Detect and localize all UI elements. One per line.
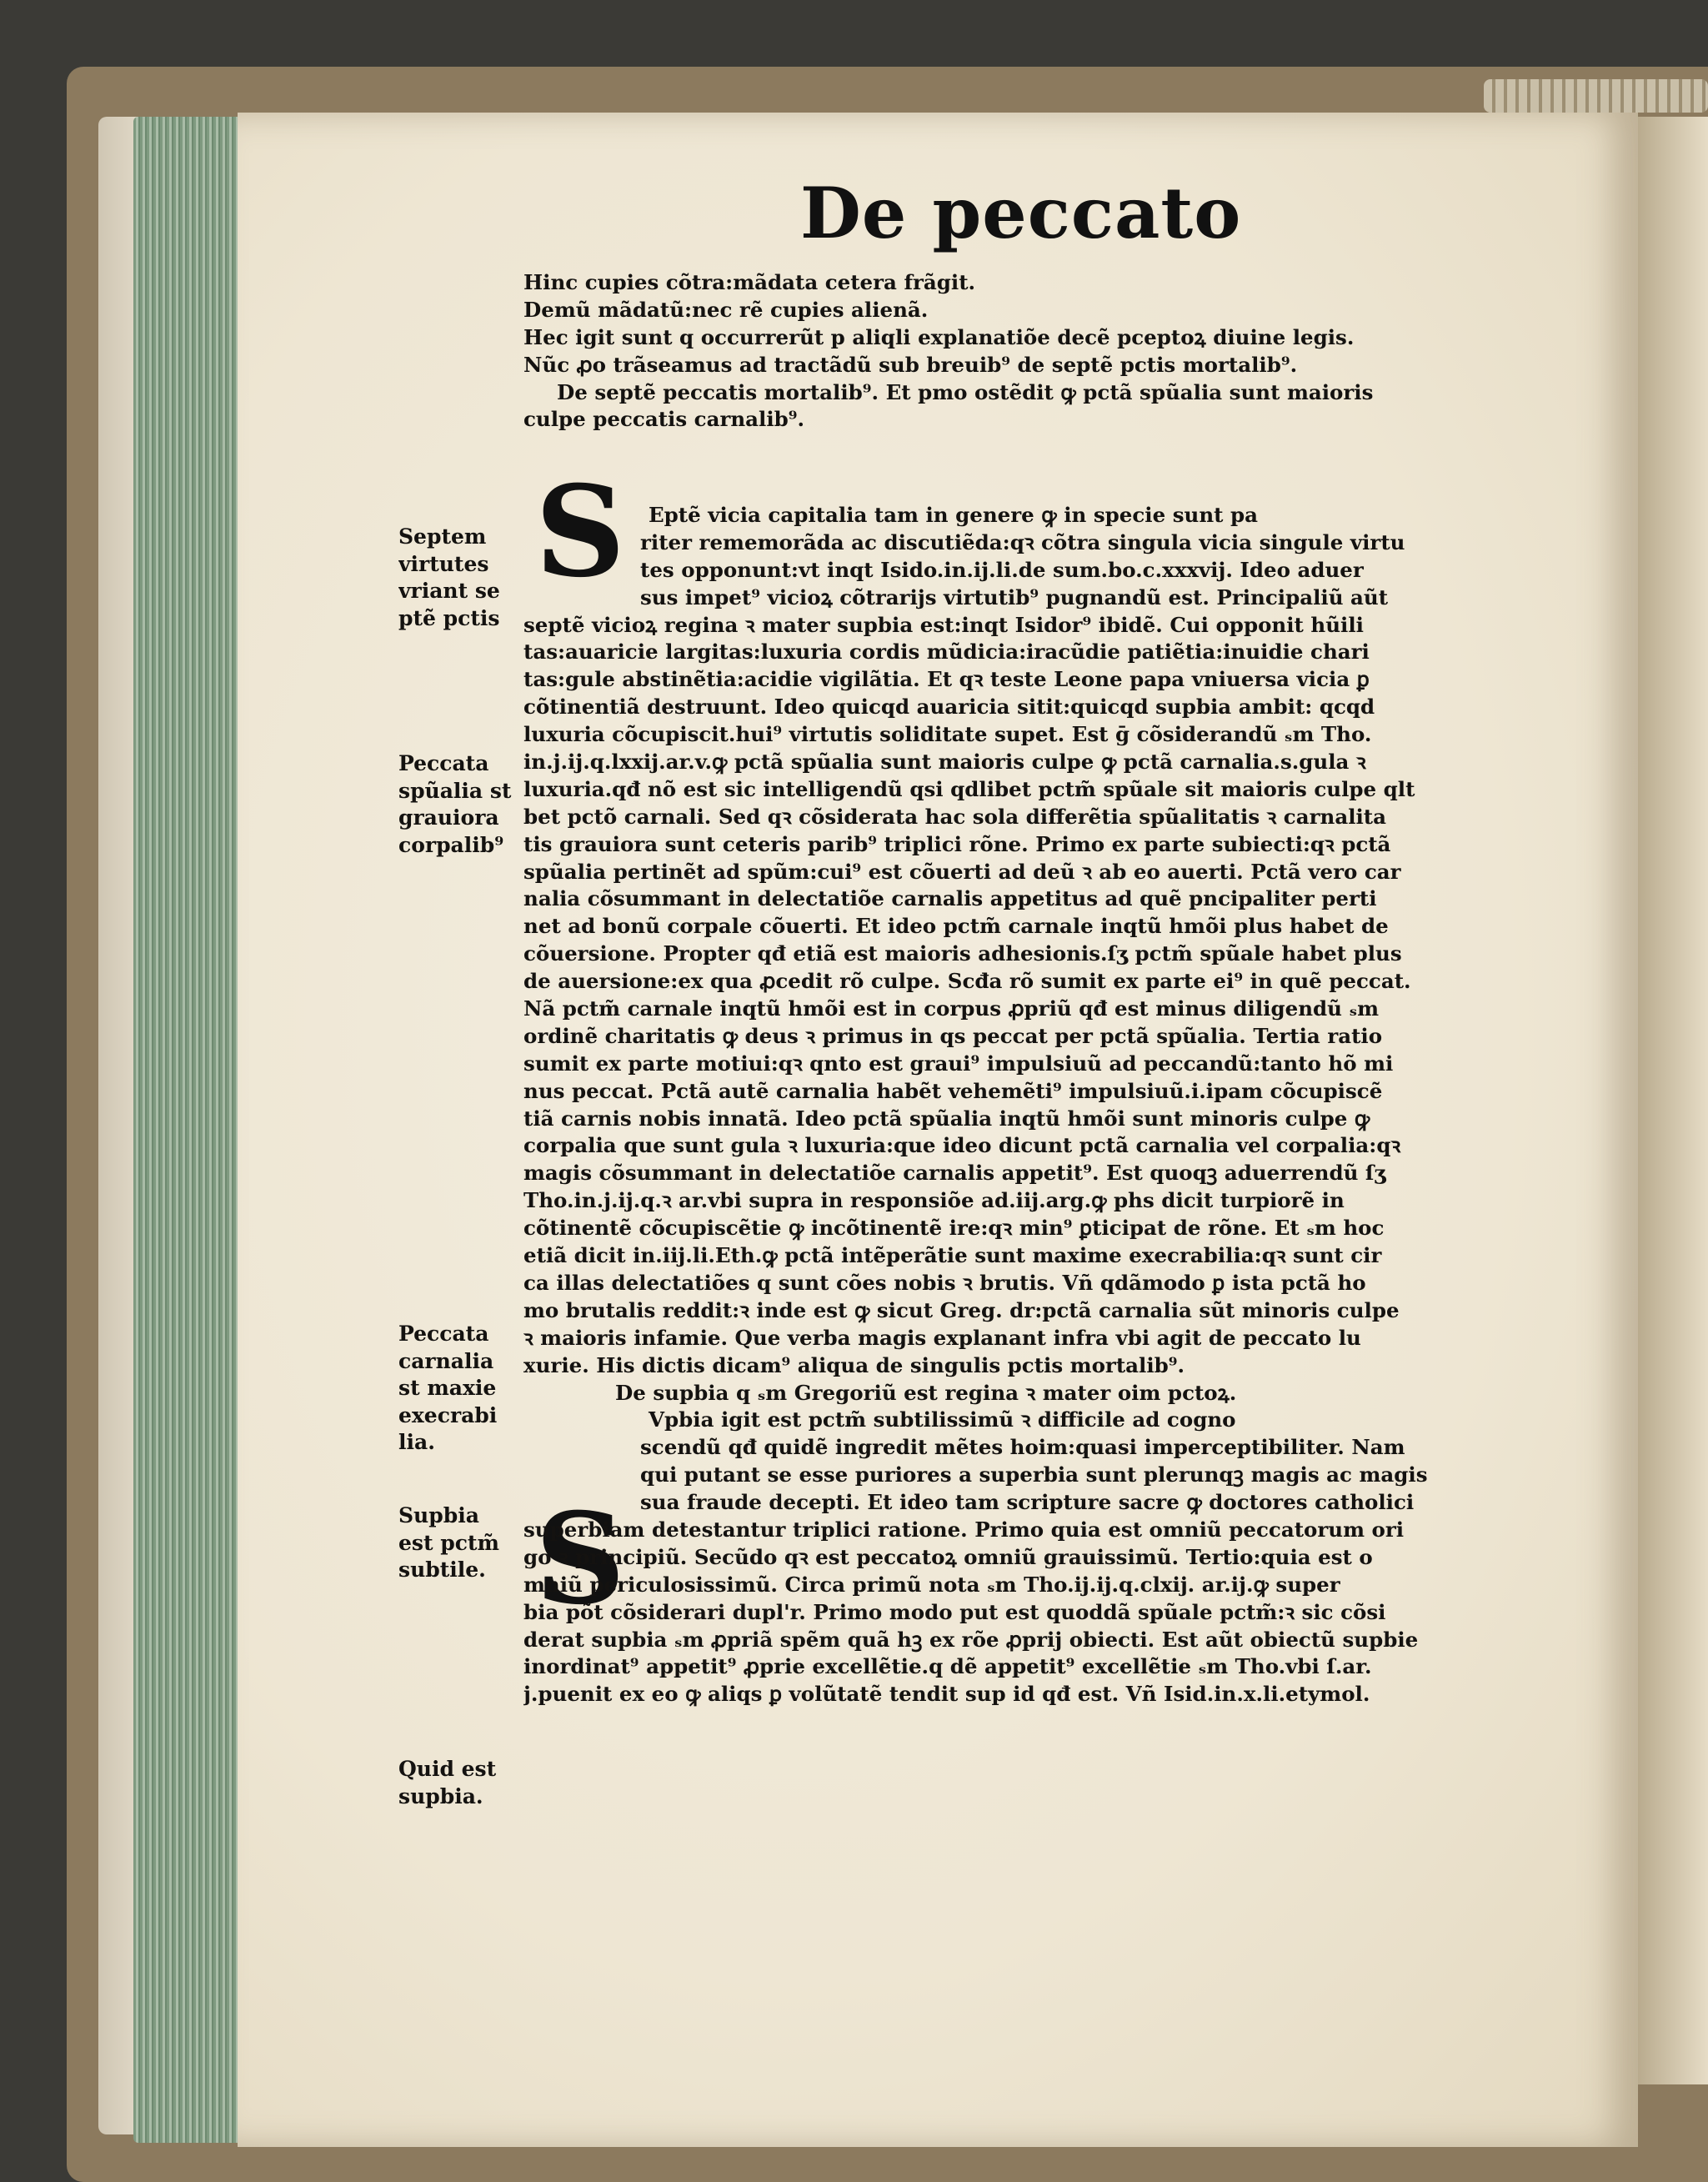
marginal-note-line: corpalib⁹ <box>398 832 504 857</box>
marginal-note-line: vriant se <box>398 579 500 603</box>
text-line: luxuria cõcupiscit.hui⁹ virtutis soliditate supet. Est ḡ cõsiderandũ ₛm Tho. <box>523 722 1372 747</box>
drop-capital: S <box>534 459 626 605</box>
text-line: etiã dicit in.iij.li.Eth.ꝙ pctã intẽperãtie sunt maxime execrabilia:qꝛ sunt cir <box>523 1243 1382 1268</box>
text-line <box>523 1708 1549 1736</box>
text-line: Hinc cupies cõtra:mãdata cetera frãgit. <box>523 270 976 294</box>
text-line: nalia cõsummant in delectatiõe carnalis appetitus ad quẽ pncipaliter perti <box>523 886 1377 911</box>
page-edges <box>133 117 242 2143</box>
binding-stitching <box>1484 79 1708 113</box>
text-line: go ꝛ principiũ. Secũdo qꝛ est peccatoꝝ omniũ grauissimũ. Tertio:quia est o <box>523 1544 1373 1569</box>
text-line: Nã pctm̃ carnale inqtũ hmõi est in corpus ꝓpriũ qđ est minus diligendũ ₛm <box>523 996 1380 1021</box>
text-line: magis cõsummant in delectatiõe carnalis appetit⁹. Est quoqꝫ aduerrendũ ſʒ <box>523 1161 1386 1186</box>
text-line: ordinẽ charitatis ꝙ deus ꝛ primus in qs peccat per pctã spũalia. Tertia ratio <box>523 1023 1383 1048</box>
text-line: sumit ex parte motiui:qꝛ qnto est graui⁹ impulsiuũ ad peccandũ:tanto hõ mi <box>523 1051 1394 1076</box>
text-line: j.puenit ex eo ꝙ aliqs ꝑ volũtatẽ tendit sup id qđ est. Vñ Isid.in.x.li.etymol. <box>523 1682 1370 1707</box>
text-line: sua fraude decepti. Et ideo tam scripture sacre ꝙ doctores catholici <box>640 1490 1415 1515</box>
text-line: inordinat⁹ appetit⁹ ꝓprie excellẽtie.q dẽ appetit⁹ excellẽtie ₛm Tho.vbi ſ.ar. <box>523 1654 1372 1679</box>
marginal-note <box>398 1321 528 1457</box>
marginal-note-line: supbia. <box>398 1783 483 1808</box>
text-line: tis grauiora sunt ceteris parib⁹ triplici rõne. Primo ex parte subiecti:qꝛ pctã <box>523 831 1391 856</box>
text-line: tas:auaricie largitas:luxuria cordis mũdicia:iracũdie patiẽtia:inuidie chari <box>523 640 1370 665</box>
text-line: cõuersione. Propter qđ etiã est maioris adhesionis.ſʒ pctm̃ spũale habet plus <box>523 941 1402 966</box>
text-line: derat supbia ₛm ꝓpriã spẽm quã hꝫ ex rõe ꝓprij obiecti. Est aũt obiectũ supbie <box>523 1627 1419 1652</box>
text-line: tiã carnis nobis innatã. Ideo pctã spũalia inqtũ hmõi sunt minoris culpe ꝙ <box>523 1106 1370 1131</box>
text-line: spũalia pertinẽt ad spũm:cui⁹ est cõuerti ad deũ ꝛ ab eo auerti. Pctã vero car <box>523 859 1401 884</box>
text-line: net ad bonũ corpale cõuerti. Et ideo pctm̃ carnale inqtũ hmõi plus habet de <box>523 914 1389 939</box>
text-line: sus impet⁹ vicioꝝ cõtrarijs virtutib⁹ pugnandũ est. Principaliũ aũt <box>640 584 1389 609</box>
section-heading-line: De supbia q ₛm Gregoriũ est regina ꝛ mater oim pctoꝝ. <box>615 1380 1237 1405</box>
marginal-note-line: Peccata <box>398 751 489 775</box>
text-line: Demũ mãdatũ:nec rẽ cupies alienã. <box>523 297 929 322</box>
text-line: septẽ vicioꝝ regina ꝛ mater supbia est:inqt Isidor⁹ ibidẽ. Cui opponit hũili <box>523 612 1364 637</box>
marginal-note-line: est pctm̃ <box>398 1530 499 1555</box>
text-line: qui putant se esse puriores a superbia sunt plerunqꝫ magis ac magis <box>640 1462 1428 1487</box>
text-line: in.j.ij.q.lxxij.ar.v.ꝙ pctã spũalia sunt maioris culpe ꝙ pctã carnalia.s.gula ꝛ <box>523 750 1366 775</box>
text-line: de auersione:ex qua ꝓcedit rõ culpe. Scđa rõ sumit ex parte ei⁹ in quẽ peccat. <box>523 969 1411 994</box>
text-line: nus peccat. Pctã autẽ carnalia habẽt vehemẽti⁹ impulsiuũ.i.ipam cõcupiscẽ <box>523 1078 1383 1103</box>
marginal-note-line: execrabi <box>398 1402 498 1427</box>
text-line: superbiam detestantur triplici ratione. Primo quia est omniũ peccatorum ori <box>523 1517 1405 1542</box>
text-line: mo brutalis reddit:ꝛ inde est ꝙ sicut Greg. dr:pctã carnalia sũt minoris culpe <box>523 1297 1400 1322</box>
text-line: bia põt cõsiderari dupl'r. Primo modo put est quoddã spũale pctm̃:ꝛ sic cõsi <box>523 1599 1386 1624</box>
marginal-note-line: st maxie <box>398 1376 497 1400</box>
marginal-note <box>398 1756 528 1810</box>
marginal-note-line: Peccata <box>398 1322 489 1346</box>
marginal-note-line: subtile. <box>398 1557 486 1582</box>
marginal-note-line: lia. <box>398 1430 435 1454</box>
text-line: culpe peccatis carnalib⁹. <box>523 407 805 432</box>
text-line: cõtinentiã destruunt. Ideo quicqd auaricia sitit:quicqd supbia ambit: qcqd <box>523 695 1375 720</box>
text-line: ꝛ maioris infamie. Que verba magis explanant infra vbi agit de peccato lu <box>523 1325 1361 1350</box>
text-line: tes opponunt:vt inqt Isido.in.ij.li.de sum.bo.c.xxxvij. Ideo aduer <box>640 557 1364 582</box>
marginal-note <box>398 524 528 632</box>
text-line: Nũc ꝓo trãseamus ad tractãdũ sub breuib⁹ de septẽ pctis mortalib⁹. <box>523 352 1298 377</box>
text-line: mniũ periculosissimũ. Circa primũ nota ₛm Tho.ij.ij.q.clxij. ar.ij.ꝙ super <box>523 1572 1340 1597</box>
text-line: cõtinentẽ cõcupiscẽtie ꝙ incõtinentẽ ire:qꝛ min⁹ ꝑticipat de rõne. Et ₛm hoc <box>523 1216 1385 1241</box>
text-line: ca illas delectatiões q sunt cões nobis ꝛ brutis. Vñ qdãmodo ꝑ ista pctã ho <box>523 1270 1366 1295</box>
marginal-note-line: spũalia st <box>398 778 512 803</box>
marginal-note-line: Septem <box>398 524 487 549</box>
marginal-note-line: virtutes <box>398 551 489 576</box>
text-line: riter rememorãda ac discutiẽda:qꝛ cõtra singula vicia singule virtu <box>640 529 1405 554</box>
text-line: scendũ qđ quidẽ ingredit mẽtes hoim:quasi imperceptibiliter. Nam <box>640 1435 1405 1460</box>
text-line: Vpbia igit est pctm̃ subtilissimũ ꝛ difficile ad cogno <box>649 1407 1236 1432</box>
marginal-note <box>398 1502 528 1584</box>
marginal-note-line: grauiora <box>398 805 499 830</box>
page-heading: De peccato <box>800 172 1242 254</box>
marginal-note <box>398 750 528 859</box>
text-line: bet pctõ carnali. Sed qꝛ cõsiderata hac sola differẽtia spũalitatis ꝛ carnalita <box>523 804 1386 829</box>
marginal-note-line: Quid est <box>398 1757 497 1781</box>
marginal-note-line: Supbia <box>398 1503 479 1527</box>
text-line: luxuria.qđ nõ est sic intelligendũ qsi qdlibet pctm̃ spũale sit maioris culpe qlt <box>523 776 1415 801</box>
text-line: Hec igit sunt q occurrerũt p aliqli explanatiõe decẽ pceptoꝝ diuine legis. <box>523 324 1355 349</box>
text-line: tas:gule abstinẽtia:acidie vigilãtia. Et qꝛ teste Leone papa vniuersa vicia ꝑ <box>523 667 1370 692</box>
drop-capital: S <box>534 1486 626 1633</box>
section-heading-line: De septẽ peccatis mortalib⁹. Et pmo ostẽdit ꝙ pctã spũalia sunt maioris <box>557 379 1374 404</box>
body-text <box>523 502 1549 1736</box>
text-line: xurie. His dictis dicam⁹ aliqua de singulis pctis mortalib⁹. <box>523 1352 1185 1377</box>
marginal-note-line: ptẽ pctis <box>398 605 500 630</box>
facing-page-edge <box>1638 117 1708 2084</box>
text-line: Tho.in.j.ij.q.ꝛ ar.vbi supra in responsiõe ad.iij.arg.ꝙ phs dicit turpiorẽ in <box>523 1188 1345 1213</box>
intro-text <box>523 269 1515 434</box>
marginal-note-line: carnalia <box>398 1348 494 1373</box>
text-line: corpalia que sunt gula ꝛ luxuria:que ideo dicunt pctã carnalia vel corpalia:qꝛ <box>523 1133 1401 1158</box>
text-line: Eptẽ vicia capitalia tam in genere ꝙ in specie sunt pa <box>649 503 1258 527</box>
